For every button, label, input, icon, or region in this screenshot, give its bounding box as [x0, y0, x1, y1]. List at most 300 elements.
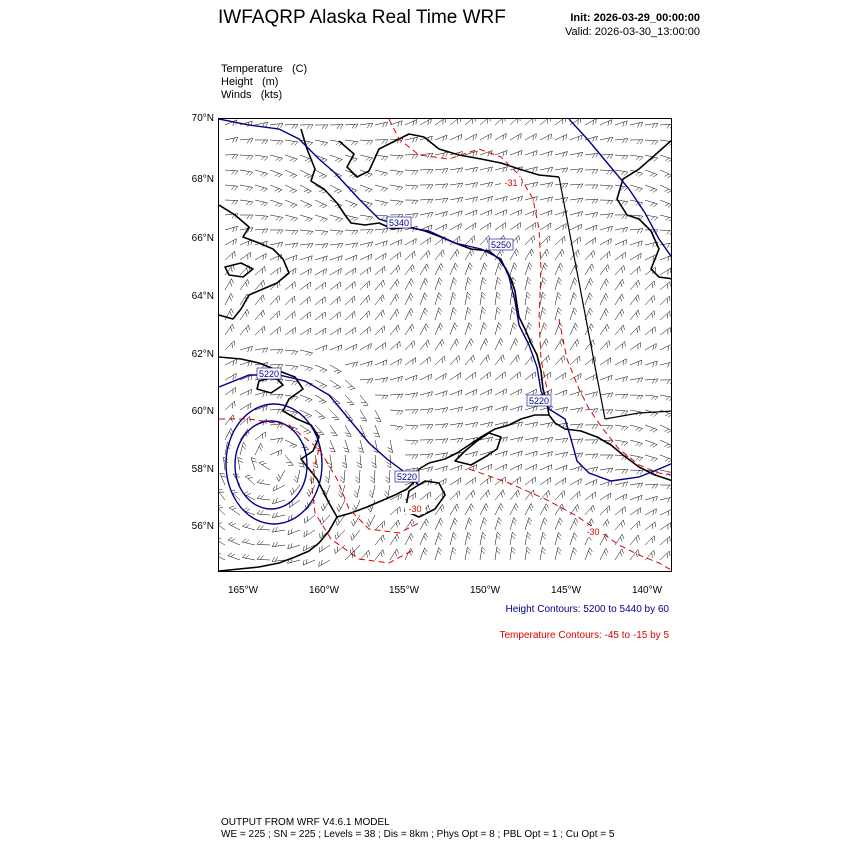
- wind-barb: [480, 196, 492, 202]
- wind-barb: [540, 183, 553, 188]
- wind-barb: [465, 518, 472, 530]
- wind-barb: [294, 470, 300, 483]
- wind-barb: [465, 134, 476, 140]
- init-time: Init: 2026-03-29_00:00:00: [570, 12, 700, 24]
- wind-barb: [300, 185, 311, 193]
- wind-barb: [375, 395, 388, 399]
- wind-barb: [385, 470, 390, 483]
- wind-barb: [495, 477, 505, 485]
- wind-barb: [495, 389, 507, 395]
- wind-barb: [525, 151, 537, 157]
- wind-barb: [390, 410, 403, 415]
- wind-barb: [343, 440, 349, 452]
- wind-barb: [630, 508, 641, 515]
- wind-barb: [351, 515, 360, 526]
- wind-barb: [525, 477, 535, 485]
- temperature-contours-layer: [219, 119, 672, 571]
- wind-barb: [450, 323, 457, 335]
- wind-barb: [645, 170, 657, 177]
- wind-barb: [390, 309, 399, 320]
- wind-barb: [219, 552, 225, 560]
- wind-barb: [315, 297, 325, 305]
- wind-barb: [345, 311, 355, 320]
- wind-barb: [337, 500, 345, 512]
- wind-barb: [360, 254, 372, 260]
- wind-barb: [225, 341, 235, 350]
- wind-barb: [375, 200, 388, 206]
- wind-barb: [555, 407, 568, 412]
- wind-barb: [645, 295, 655, 305]
- wind-barb: [375, 410, 381, 421]
- wind-barb: [645, 281, 655, 290]
- wind-barb: [615, 252, 625, 260]
- wind-barb: [420, 250, 430, 260]
- wind-barb: [465, 490, 475, 500]
- wind-barb: [300, 365, 313, 371]
- wind-barb: [251, 458, 257, 470]
- wind-barb: [384, 485, 390, 498]
- wind-barb: [435, 263, 443, 275]
- height-contour-low-inner: [235, 421, 307, 509]
- wind-barb: [315, 269, 326, 276]
- wind-barb: [495, 503, 503, 515]
- wind-barb: [257, 510, 270, 515]
- wind-barb: [330, 328, 341, 335]
- wind-barb: [615, 200, 628, 205]
- wind-barb: [585, 225, 597, 231]
- wind-barb: [257, 479, 270, 485]
- wind-barb: [600, 468, 613, 473]
- wind-barb: [300, 328, 311, 335]
- wind-barb: [360, 123, 373, 128]
- wind-barb: [630, 343, 641, 350]
- wind-barb: [273, 498, 285, 504]
- lon-tick: 150°W: [469, 585, 501, 596]
- wind-barb: [450, 292, 456, 305]
- wind-barb: [300, 297, 310, 305]
- st-lawrence-island: [225, 263, 253, 277]
- wind-barb: [270, 267, 280, 275]
- wind-barb: [375, 310, 384, 320]
- wind-barb: [420, 308, 428, 320]
- wind-barb: [405, 375, 417, 381]
- wind-barb: [240, 215, 253, 219]
- wind-barb: [525, 451, 537, 457]
- wind-barb: [630, 455, 643, 461]
- wind-barb: [615, 469, 628, 473]
- wind-barb: [645, 440, 657, 447]
- wind-barb: [315, 395, 326, 404]
- lon-tick: 155°W: [388, 585, 420, 596]
- wind-barb: [300, 215, 312, 222]
- wind-barb: [270, 311, 280, 320]
- wind-barb: [375, 122, 388, 127]
- wind-barb: [465, 451, 478, 457]
- wind-barb: [600, 185, 613, 190]
- wind-barb: [480, 547, 486, 560]
- wind-barb: [240, 442, 246, 455]
- wind-barb: [354, 485, 360, 498]
- wind-barb: [660, 185, 672, 193]
- wind-barb: [615, 240, 627, 246]
- wind-barb: [510, 372, 520, 380]
- wind-barb: [600, 506, 610, 515]
- wind-barb: [285, 282, 295, 290]
- wind-barb: [570, 278, 577, 290]
- wind-barb: [435, 184, 448, 189]
- wind-barb: [285, 327, 296, 335]
- wind-barb: [465, 422, 478, 427]
- wind-barb: [600, 293, 608, 305]
- wind-barb: [420, 374, 432, 380]
- wind-barb: [510, 222, 521, 230]
- wind-barb: [570, 479, 581, 486]
- wind-barb: [630, 495, 642, 501]
- wind-barb: [229, 506, 240, 515]
- wind-barb: [435, 373, 446, 380]
- wind-barb: [435, 198, 448, 203]
- wind-barb: [435, 478, 446, 485]
- wind-barb: [270, 450, 282, 456]
- wind-barb: [660, 200, 672, 207]
- wind-barb: [630, 521, 640, 530]
- wind-barb: [357, 455, 362, 468]
- wind-barb: [367, 515, 375, 527]
- wind-barb: [510, 133, 521, 140]
- wind-barb: [570, 339, 579, 350]
- wind-barb: [420, 340, 429, 350]
- wind-barb: [435, 211, 447, 217]
- wind-barb: [585, 374, 597, 380]
- wind-barb: [555, 355, 565, 365]
- wind-barb: [300, 395, 312, 402]
- wind-barb: [570, 391, 582, 397]
- wind-barb: [570, 424, 583, 429]
- wind-barb: [315, 140, 328, 146]
- wind-barb: [450, 278, 457, 290]
- wind-barb: [330, 425, 337, 436]
- wind-barb: [315, 345, 327, 351]
- wind-barb: [510, 307, 516, 320]
- valid-time: Valid: 2026-03-30_13:00:00: [565, 26, 700, 38]
- wind-barb: [645, 425, 657, 432]
- wind-barb: [420, 199, 433, 203]
- wind-barb: [360, 267, 370, 275]
- wind-barb: [480, 338, 488, 350]
- wind-barb: [450, 518, 457, 530]
- wind-barb: [360, 343, 371, 350]
- wind-barb: [540, 339, 548, 350]
- wind-barb: [315, 365, 327, 373]
- wind-barb: [450, 197, 463, 202]
- wind-barb: [345, 425, 352, 436]
- wind-barb: [450, 339, 459, 350]
- wind-barb: [300, 125, 313, 129]
- wind-barb: [420, 392, 433, 398]
- wind-barb: [345, 230, 358, 235]
- wind-barb: [405, 154, 418, 158]
- wind-barb: [555, 452, 568, 457]
- wind-barb: [540, 151, 552, 157]
- lat-tick: 58°N: [191, 464, 214, 475]
- field-list: [221, 63, 307, 102]
- wind-barb: [435, 533, 442, 545]
- wind-barb: [330, 185, 342, 193]
- wind-barb: [225, 401, 235, 410]
- wind-barb: [375, 360, 387, 366]
- wind-barb: [319, 560, 330, 567]
- wind-barb: [630, 395, 643, 399]
- wind-barb: [405, 251, 415, 260]
- wind-barb: [375, 229, 388, 234]
- wind-barb: [435, 169, 448, 174]
- wind-barb: [540, 437, 553, 442]
- wind-barb: [480, 119, 490, 125]
- wind-barb: [660, 362, 672, 367]
- wind-barb: [510, 406, 522, 412]
- wind-barb: [615, 482, 628, 487]
- wind-barb: [390, 507, 400, 515]
- wind-barb: [630, 155, 643, 160]
- wind-barb: [495, 355, 504, 365]
- wind-barb: [360, 281, 370, 290]
- wind-barb: [420, 548, 427, 560]
- wind-barb: [390, 425, 403, 431]
- wind-barb: [630, 425, 643, 432]
- wind-barb: [435, 323, 443, 335]
- wind-barb: [570, 293, 577, 305]
- wind-barb: [405, 533, 413, 545]
- wind-barb: [600, 214, 613, 219]
- wind-barb: [360, 311, 370, 320]
- wind-barb: [570, 323, 578, 335]
- wind-barb: [225, 279, 234, 290]
- wind-barb: [330, 243, 343, 248]
- wind-barb: [540, 277, 546, 290]
- wind-barb: [570, 533, 577, 545]
- wind-barb: [240, 155, 253, 160]
- wind-barb: [525, 490, 535, 500]
- temp-contour-east: [559, 319, 672, 475]
- wind-barb: [240, 389, 252, 395]
- wind-barb: [495, 451, 507, 457]
- wind-barb: [315, 170, 327, 178]
- wind-barb: [257, 525, 270, 530]
- wind-barb: [600, 279, 608, 290]
- wind-barb: [630, 241, 642, 247]
- height-contours-layer: [219, 119, 672, 524]
- wind-barb: [375, 378, 388, 383]
- wind-barb: [255, 295, 264, 305]
- wind-barb: [255, 215, 268, 220]
- wind-barb: [300, 425, 311, 434]
- wind-barbs-layer: [219, 119, 672, 567]
- wind-barb: [390, 325, 399, 335]
- wind-barb: [585, 454, 598, 459]
- wind-barb: [645, 311, 655, 320]
- wind-barb: [525, 532, 531, 545]
- wind-barb: [225, 387, 236, 395]
- wind-barb: [420, 425, 433, 429]
- wind-barb: [390, 265, 400, 275]
- wind-barb: [435, 250, 444, 260]
- wind-barb: [270, 424, 283, 429]
- wind-barb: [405, 519, 414, 530]
- wind-barb: [510, 532, 516, 545]
- wind-barb: [570, 152, 583, 157]
- wind-barb: [228, 522, 240, 530]
- wind-barb: [570, 356, 580, 365]
- wind-barb: [435, 293, 442, 305]
- wind-barb: [255, 348, 268, 353]
- wind-barb: [480, 464, 492, 470]
- wind-barb: [600, 410, 613, 414]
- wind-barb: [495, 167, 508, 172]
- wind-barb: [585, 185, 598, 189]
- wind-barb: [345, 255, 357, 261]
- lat-tick: 66°N: [191, 233, 214, 244]
- wind-barb: [480, 223, 491, 230]
- wind-barb: [405, 425, 418, 430]
- wind-barb: [480, 389, 492, 395]
- wind-barb: [480, 277, 486, 290]
- wind-barb: [435, 424, 448, 429]
- wind-barb: [450, 504, 459, 515]
- wind-barb: [285, 200, 297, 208]
- wind-barb: [645, 327, 655, 335]
- wind-barb: [495, 150, 507, 156]
- wind-barb: [465, 532, 471, 545]
- wind-barb: [285, 440, 297, 448]
- wind-barb: [330, 230, 343, 235]
- wind-barb: [615, 121, 627, 127]
- wind-barb: [510, 210, 522, 216]
- wind-barb: [405, 238, 416, 245]
- wind-barb: [615, 410, 628, 415]
- wind-barb: [525, 389, 537, 395]
- wind-barb: [330, 268, 341, 275]
- wind-barb: [240, 403, 251, 410]
- wind-barb: [480, 263, 487, 275]
- wind-barb: [390, 240, 402, 246]
- wind-barb: [225, 324, 234, 335]
- wind-barb: [450, 183, 463, 188]
- wind-barb: [375, 140, 388, 144]
- wind-barb: [630, 253, 641, 260]
- wind-barb: [375, 170, 388, 176]
- wind-barb: [405, 440, 418, 445]
- wind-barb: [315, 380, 327, 388]
- wind-barb: [255, 170, 268, 177]
- wind-barb: [360, 170, 372, 177]
- wind-barb: [390, 252, 400, 260]
- wind-barb: [615, 227, 628, 232]
- wind-barb: [540, 197, 553, 202]
- wind-barb: [465, 339, 473, 350]
- wind-barb: [240, 346, 252, 352]
- wind-barb: [285, 124, 298, 128]
- wind-barb: [540, 236, 550, 245]
- wind-barb: [450, 355, 460, 365]
- wind-barb: [405, 455, 418, 459]
- wind-barb: [255, 253, 266, 260]
- wind-barb: [585, 170, 598, 174]
- wind-barb: [255, 443, 263, 455]
- wind-barb: [495, 133, 506, 140]
- wind-barb: [315, 328, 326, 335]
- wind-barb: [255, 155, 268, 161]
- wind-barb: [495, 222, 506, 230]
- wind-barb: [257, 556, 270, 560]
- wind-barb: [645, 484, 658, 488]
- wind-barb: [465, 307, 471, 320]
- wind-barb: [450, 168, 463, 173]
- wind-barb: [420, 440, 433, 444]
- wind-barb: [510, 503, 518, 515]
- wind-barb: [225, 373, 236, 380]
- wind-barb: [420, 519, 428, 530]
- wind-barb: [255, 432, 265, 440]
- wind-barb: [465, 389, 477, 395]
- southeast-coast: [617, 139, 672, 279]
- wind-barb: [630, 440, 643, 447]
- wind-barb: [305, 515, 315, 523]
- wind-barb: [405, 279, 413, 290]
- field-winds: Winds (kts): [221, 89, 283, 101]
- wind-barb: [540, 532, 546, 545]
- wind-barb: [480, 518, 487, 530]
- wind-barb: [450, 307, 456, 320]
- wind-barb: [270, 230, 283, 234]
- wind-barb: [270, 409, 283, 413]
- wind-barb: [525, 422, 538, 427]
- wind-barb: [495, 490, 504, 500]
- wind-barb: [345, 362, 358, 367]
- wind-barb: [555, 152, 568, 158]
- wind-barb: [243, 523, 255, 530]
- wind-barb: [645, 550, 655, 560]
- wind-barb: [285, 380, 298, 385]
- wind-barb: [420, 278, 428, 290]
- wind-barb: [242, 539, 255, 545]
- wind-barb: [660, 268, 671, 275]
- wind-barb: [375, 326, 385, 335]
- wind-barb: [300, 268, 311, 275]
- wind-barb: [615, 376, 628, 382]
- wind-barb: [540, 167, 553, 172]
- height-contour-label: 5220: [528, 396, 550, 406]
- wind-barb: [375, 241, 387, 247]
- wind-barb: [330, 282, 340, 290]
- wind-barb: [600, 358, 611, 365]
- wind-barb: [660, 523, 671, 530]
- wind-barb: [285, 255, 297, 261]
- wind-barb: [330, 345, 342, 351]
- wind-barb: [345, 140, 358, 145]
- wind-barb: [228, 537, 240, 545]
- lat-tick: 56°N: [191, 521, 214, 532]
- wind-barb: [240, 185, 253, 191]
- wind-barb: [465, 277, 471, 290]
- wind-barb: [315, 125, 328, 129]
- height-contour-label: 5220: [396, 472, 418, 482]
- wind-barb: [255, 185, 267, 192]
- wind-barb: [660, 215, 672, 221]
- wind-barb: [570, 491, 580, 500]
- wind-barb: [540, 323, 547, 335]
- wind-barb: [555, 390, 567, 396]
- wind-barb: [360, 215, 373, 221]
